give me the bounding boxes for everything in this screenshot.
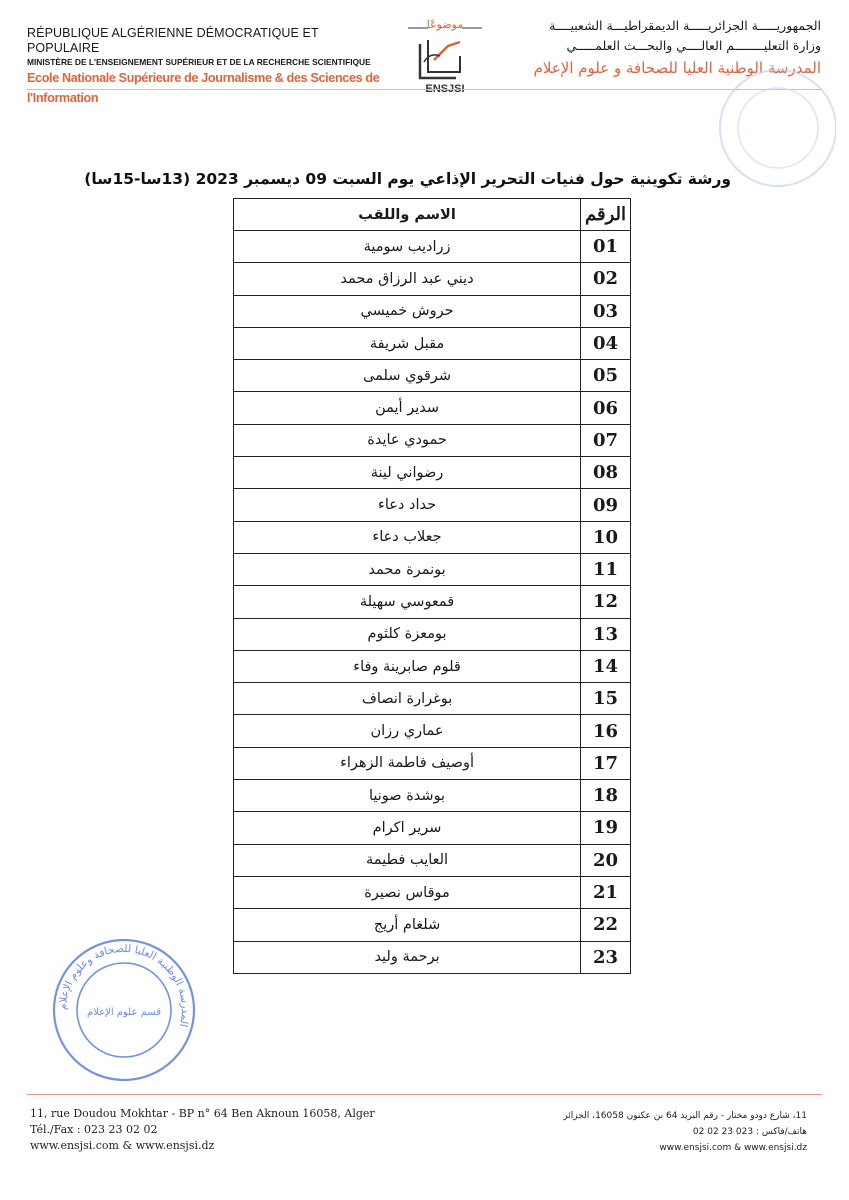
footer-web-fr: www.ensjsi.com & www.ensjsi.dz: [30, 1139, 215, 1152]
footer-arabic: [563, 1108, 807, 1156]
ministry-name-fr: MINISTÈRE DE L'ENSEIGNEMENT SUPÉRIEUR ET DE LA RECHERCHE SCIENTIFIQUE: [27, 57, 371, 67]
participant-name-cell: قلوم صابرينة وفاء: [234, 650, 581, 682]
participant-name-cell: شلغام أريج: [234, 909, 581, 941]
school-name-fr: Ecole Nationale Supérieure de Journalisme & des Sciences de l'Information: [27, 71, 380, 105]
official-stamp: [48, 935, 200, 1085]
participant-number-cell: 09: [581, 489, 631, 521]
participant-name-cell: مقبل شريفة: [234, 327, 581, 359]
table-row: [234, 780, 631, 812]
participant-number-cell: 07: [581, 424, 631, 456]
footer-phone-label-ar: هاتف/فاكس :: [755, 1127, 807, 1137]
participant-name-cell: ديني عبد الرزاق محمد: [234, 263, 581, 295]
table-row: [234, 327, 631, 359]
participant-number-cell: 18: [581, 780, 631, 812]
table-row: [234, 586, 631, 618]
participant-name-cell: زراديب سومية: [234, 231, 581, 263]
table-row: [234, 360, 631, 392]
participant-number-cell: 19: [581, 812, 631, 844]
participant-name-cell: بوغرارة انصاف: [234, 683, 581, 715]
footer-address-ar: 11، شارع دودو مختار - رقم البريد 64 بن عكنون 16058، الجزائر: [563, 1111, 807, 1121]
table-row: [234, 812, 631, 844]
table-row: [234, 715, 631, 747]
participant-number-cell: 04: [581, 327, 631, 359]
column-header-number: الرقم: [581, 199, 631, 231]
column-header-name: الاسم واللقب: [234, 199, 581, 231]
footer-french: [30, 1106, 375, 1154]
participant-number-cell: 11: [581, 553, 631, 585]
participant-number-cell: 14: [581, 650, 631, 682]
footer-phone-fr: Tél./Fax : 023 23 02 02: [30, 1123, 158, 1136]
participant-name-cell: حداد دعاء: [234, 489, 581, 521]
participants-table: [233, 198, 631, 974]
table-row: [234, 844, 631, 876]
participant-name-cell: عماري رزان: [234, 715, 581, 747]
table-row: [234, 876, 631, 908]
table-row: [234, 424, 631, 456]
participant-name-cell: برحمة وليد: [234, 941, 581, 973]
ministry-name-ar: وزارة التعليــــــــم العالــــي والبحـــث العلمـــــي: [566, 38, 821, 53]
participant-number-cell: 16: [581, 715, 631, 747]
document-title: ورشة تكوينية حول فنيات التحرير الإذاعي يوم السبت 09 ديسمبر 2023 (13سا-15سا): [84, 170, 731, 188]
republic-name-ar: الجمهوريـــــة الجزائريـــــة الديمقراطيـــة الشعبيــــة: [549, 18, 821, 33]
table-row: [234, 521, 631, 553]
stamp-ring-text: المدرسة الوطنية العليا للصحافة وعلوم الإعلام: [56, 942, 192, 1029]
participant-name-cell: بونمرة محمد: [234, 553, 581, 585]
footer-address-fr: 11, rue Doudou Mokhtar - BP n° 64 Ben Aknoun 16058, Alger: [30, 1107, 375, 1120]
participant-number-cell: 08: [581, 457, 631, 489]
participant-name-cell: حمودي عايدة: [234, 424, 581, 456]
participant-name-cell: بومعزة كلثوم: [234, 618, 581, 650]
participant-number-cell: 06: [581, 392, 631, 424]
participant-name-cell: سرير اكرام: [234, 812, 581, 844]
participant-name-cell: أوصيف فاطمة الزهراء: [234, 747, 581, 779]
participant-number-cell: 15: [581, 683, 631, 715]
participant-name-cell: حروش خميسي: [234, 295, 581, 327]
footer-phone-number-ar: 023 23 02 02: [692, 1127, 754, 1137]
participant-name-cell: سدير أيمن: [234, 392, 581, 424]
participant-name-cell: رضواني لينة: [234, 457, 581, 489]
table-row: [234, 909, 631, 941]
participant-number-cell: 12: [581, 586, 631, 618]
header-french: [27, 26, 387, 108]
participant-number-cell: 02: [581, 263, 631, 295]
logo-arabic-caption: موضوعًا: [426, 18, 464, 31]
table-row: [234, 295, 631, 327]
participant-name-cell: شرقوي سلمى: [234, 360, 581, 392]
stamp-center-text: قسم علوم الإعلام: [87, 1007, 161, 1018]
table-row: [234, 457, 631, 489]
republic-name-fr: RÉPUBLIQUE ALGÉRIENNE DÉMOCRATIQUE ET POPULAIRE: [27, 26, 319, 55]
table-row: [234, 392, 631, 424]
school-name-ar: المدرسة الوطنية العليا للصحافة و علوم الإعلام: [533, 59, 821, 77]
participant-number-cell: 17: [581, 747, 631, 779]
table-row: [234, 747, 631, 779]
participant-name-cell: جعلاب دعاء: [234, 521, 581, 553]
table-row: [234, 650, 631, 682]
participant-number-cell: 10: [581, 521, 631, 553]
footer-divider: [27, 1094, 822, 1095]
participant-name-cell: قمعوسي سهيلة: [234, 586, 581, 618]
participant-number-cell: 23: [581, 941, 631, 973]
footer-web-ar: www.ensjsi.com & www.ensjsi.dz: [659, 1143, 807, 1153]
table-row: [234, 231, 631, 263]
table-row: [234, 263, 631, 295]
table-row: [234, 618, 631, 650]
logo-wordmark: ENSJSI: [425, 83, 465, 95]
table-row: [234, 941, 631, 973]
table-row: [234, 683, 631, 715]
participant-number-cell: 01: [581, 231, 631, 263]
participant-number-cell: 22: [581, 909, 631, 941]
participant-number-cell: 20: [581, 844, 631, 876]
table-header-row: [234, 199, 631, 231]
table-row: [234, 489, 631, 521]
participant-number-cell: 03: [581, 295, 631, 327]
participant-name-cell: موقاس نصيرة: [234, 876, 581, 908]
participant-number-cell: 21: [581, 876, 631, 908]
participant-name-cell: بوشدة صونيا: [234, 780, 581, 812]
participant-number-cell: 13: [581, 618, 631, 650]
table-row: [234, 553, 631, 585]
participant-name-cell: العايب فطيمة: [234, 844, 581, 876]
school-logo: [400, 16, 490, 100]
participant-number-cell: 05: [581, 360, 631, 392]
footer-phone-ar: [563, 1124, 807, 1140]
